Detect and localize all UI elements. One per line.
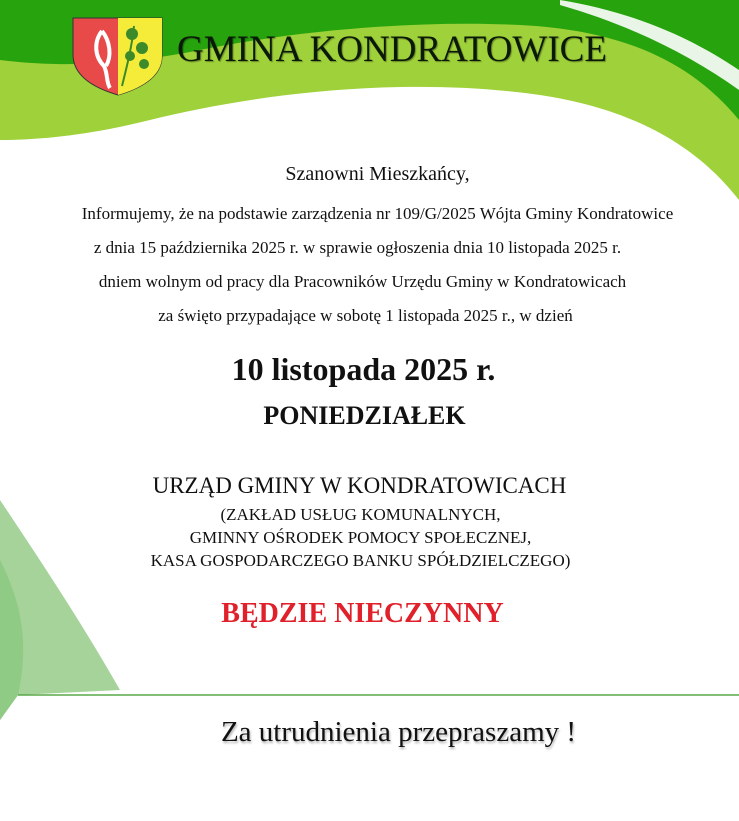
unit-line: GMINNY OŚRODEK POMOCY SPOŁECZNEJ,	[189, 528, 532, 547]
paragraph-line: Informujemy, że na podstawie zarządzenia nr 109/G/2025 Wójta Gminy Kondratowice	[81, 204, 674, 223]
coat-of-arms-icon	[72, 16, 164, 96]
unit-line: KASA GOSPODARCZEGO BANKU SPÓŁDZIELCZEGO)	[150, 551, 571, 570]
paragraph-line: z dnia 15 października 2025 r. w sprawie ogłoszenia dnia 10 listopada 2025 r.	[93, 238, 622, 257]
apology: Za utrudnienia przepraszamy !	[220, 716, 577, 748]
unit-line: (ZAKŁAD USŁUG KOMUNALNYCH,	[220, 505, 501, 524]
closure-date: 10 listopada 2025 r.	[231, 351, 496, 387]
page-title: GMINA KONDRATOWICE	[177, 29, 607, 70]
paragraph-line: za święto przypadające w sobotę 1 listopada 2025 r., w dzień	[158, 306, 573, 325]
closure-weekday: PONIEDZIAŁEK	[263, 401, 466, 430]
paragraph-line: dniem wolnym od pracy dla Pracowników Urzędu Gminy w Kondratowicach	[98, 272, 627, 291]
greeting: Szanowni Mieszkańcy,	[285, 163, 470, 185]
status-closed: BĘDZIE NIECZYNNY	[221, 598, 504, 629]
office-name: URZĄD GMINY W KONDRATOWICACH	[152, 473, 567, 498]
